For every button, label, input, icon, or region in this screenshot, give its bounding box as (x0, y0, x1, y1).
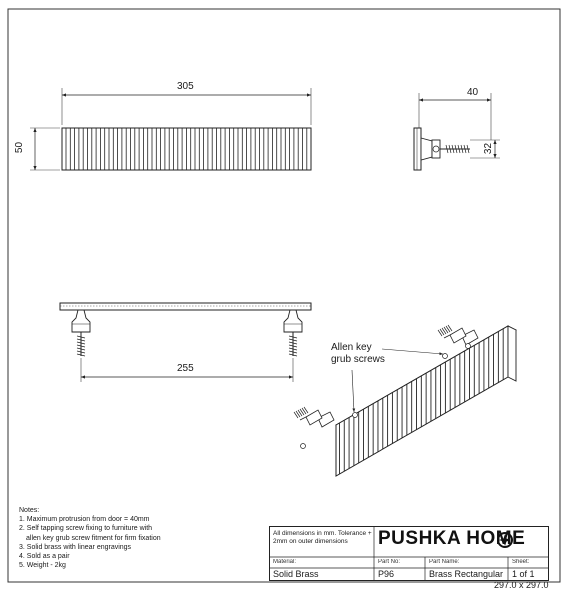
handle-plan-outline (60, 303, 311, 310)
note-item: 2. Self tapping screw fixing to furniture with (19, 525, 153, 533)
material-value: Solid Brass (273, 569, 319, 579)
centres-label: 255 (177, 363, 194, 374)
sheet-label: Sheet: (512, 559, 530, 565)
length-label: 305 (177, 81, 194, 92)
linear-engravings (66, 128, 307, 170)
callout-line-2: grub screws (331, 354, 385, 365)
sheet-size: 297.0 x 297.0 (494, 580, 549, 590)
notes-block (19, 506, 161, 570)
callout-leader-right (382, 349, 443, 354)
note-item: 3. Solid brass with linear engravings (19, 543, 132, 551)
callout-line-1: Allen key (331, 342, 372, 353)
depth-label: 40 (467, 87, 479, 98)
post-height-label: 32 (483, 142, 495, 155)
height-label: 50 (14, 141, 26, 154)
front-view (30, 88, 311, 170)
isometric-view (294, 325, 516, 476)
note-item: 1. Maximum protrusion from door = 40mm (19, 516, 150, 524)
part-no-value: P96 (378, 569, 395, 579)
material-label: Material: (273, 559, 297, 565)
note-item: allen key grub screw fitment for firm fixation (26, 534, 161, 542)
notes-heading: Notes: (19, 507, 40, 514)
grub-screw-callout (331, 342, 385, 366)
note-item: 4. Sold as a pair (19, 553, 70, 561)
part-no-label: Part No: (378, 559, 401, 565)
sheet-value: 1 of 1 (512, 569, 535, 579)
general-dimension-note: All dimensions in mm. Tolerance + 2mm on outer dimensions (273, 530, 372, 545)
note-item: 5. Weight - 2kg (19, 562, 66, 570)
part-name-value: Brass Rectangular (429, 569, 504, 579)
callout-leader-left (352, 370, 354, 412)
part-name-label: Part Name: (429, 559, 460, 565)
side-view (414, 93, 500, 170)
brand-name: PUSHKA HOME (378, 528, 526, 549)
